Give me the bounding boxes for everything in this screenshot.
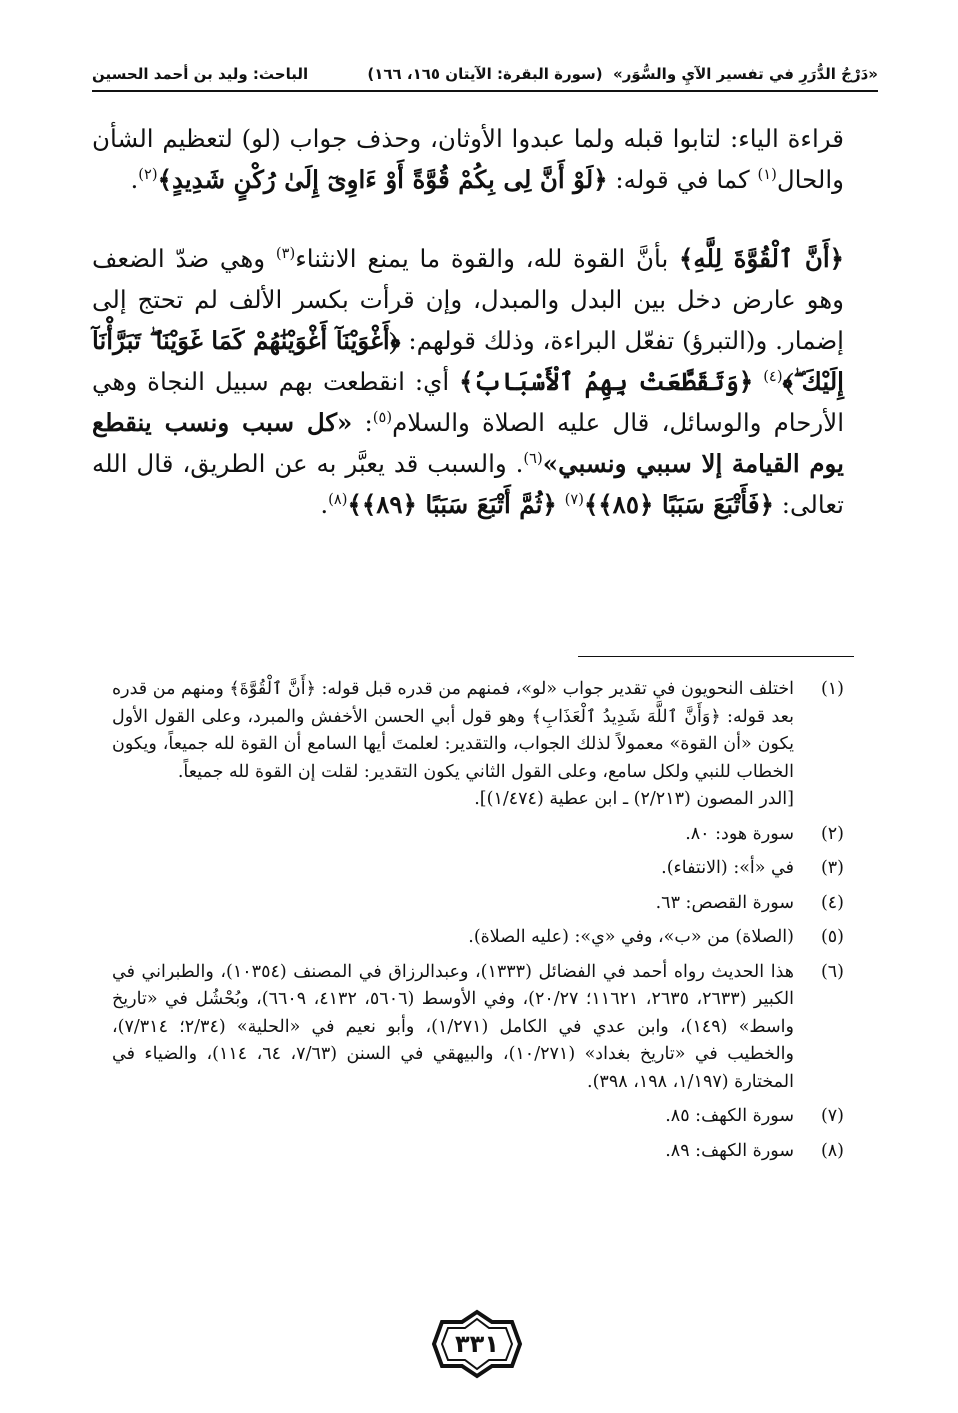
footnotes bbox=[112, 676, 844, 1172]
footnote-ref[interactable]: (٢) bbox=[138, 165, 158, 183]
footnote-5 bbox=[112, 924, 844, 952]
footnote-line: سورة الكهف: ٨٥. bbox=[665, 1106, 794, 1126]
footnote-8 bbox=[112, 1138, 844, 1166]
footnote-line: سورة القصص: ٦٣. bbox=[655, 892, 794, 913]
footnote-number: (٦) bbox=[820, 961, 844, 982]
footnote-number: (٥) bbox=[820, 927, 844, 947]
page-number-ornament bbox=[430, 1308, 524, 1380]
footnote-line: هذا الحديث رواه أحمد في الفضائل (١٣٣٣)، وعبدالرزاق في المصنف (١٠٣٥٤)، والطبراني في الكبير (٢٦٣٣، ٢٦٣٥، ١١٦٢١؛ ٢٠/٢٧)، وفي الأوسط (٥٦٠٦، ٤١٣٢، ٦٦٠٩)، وبُحْشُل في «تاريخ واسط» (١٤٩)، وابن عدي في الكامل (١/٢٧١)، وأبو نعيم في «الحلية» (٢/٣٤؛ ٧/٣١٤)، والخطيب في «تاريخ بغداد» (١٠/٢٧١)، والبيهقي في السنن (٧/٦٣، ٦٤، ١١٤)، والضياء في المختارة (١/١٩٧، ١٩٨، ٣٩٨). bbox=[112, 961, 795, 1092]
footnote-line: في «أ»: (الانتفاء). bbox=[661, 858, 794, 878]
text-run: وهي ضدّ الضعف وهو عارض دخل بين البدل والمبدل، وإن قرأت بكسر الألف لم تحتج إلى إضمار. و(التبرؤ) تفعّل البراءة، وذلك قولهم: bbox=[92, 244, 844, 355]
footnote-number: (٧) bbox=[820, 1106, 844, 1126]
footnote-ref[interactable]: (٣) bbox=[275, 244, 296, 262]
footnote-text bbox=[112, 676, 794, 814]
footnote-line: (الصلاة) من «ب»، وفي «ي»: (عليه الصلاة). bbox=[468, 927, 794, 947]
text-run: قراءة الياء: لتابوا قبله ولما عبدوا الأوثان، وحذف جواب (لو) لتعظيم الشأن والحال bbox=[92, 124, 844, 194]
footnote-line: [الدر المصون (٢/٢١٣) ـ ابن عطية (١/٤٧٤)]. bbox=[474, 789, 794, 809]
text-run: . bbox=[320, 490, 329, 519]
footnote-1 bbox=[112, 676, 844, 814]
footnote-text bbox=[112, 890, 794, 918]
page-number: ٣٣١ bbox=[455, 1330, 499, 1358]
footnote-text bbox=[112, 959, 794, 1097]
footnote-number: (٤) bbox=[820, 892, 844, 913]
footnote-line: سورة الكهف: ٨٩. bbox=[665, 1140, 794, 1161]
surah-reference: (سورة البقرة: الآيتان ١٦٥، ١٦٦) bbox=[367, 65, 603, 83]
paragraph-1 bbox=[92, 118, 844, 200]
footnote-number: (١) bbox=[820, 679, 844, 699]
footnote-2 bbox=[112, 821, 844, 849]
footnote-text bbox=[112, 1103, 794, 1131]
quran-verse: ﴿لَوْ أَنَّ لِى بِكُمْ قُوَّةً أَوْ ءَاوِىٓ إِلَىٰ رُكْنٍ شَدِيدٍ﴾ bbox=[157, 165, 608, 194]
footnote-3 bbox=[112, 855, 844, 883]
footnote-ref[interactable]: (٧) bbox=[564, 490, 584, 508]
text-run bbox=[557, 490, 565, 519]
quran-verse: ﴿أَنَّ ٱلْقُوَّةَ لِلَّهِ﴾ bbox=[679, 244, 844, 273]
page-header bbox=[92, 55, 878, 95]
footnote-number: (٨) bbox=[820, 1140, 844, 1161]
quran-verse: ﴿فَأَتْبَعَ سَبَبًا ﴿٨٥﴾﴾ bbox=[583, 490, 774, 519]
quran-verse: ﴿وَتَقَطَّعَتْ بِهِمُ ٱلْأَسْبَابُ﴾ bbox=[459, 367, 754, 396]
text-run: كما في قوله: bbox=[607, 165, 758, 194]
footnote-divider bbox=[578, 656, 854, 657]
researcher-name: الباحث: وليد بن أحمد الحسين bbox=[92, 65, 309, 83]
book-title: «دَرْجُ الدُّرَرِ في تفسير الآيِ والسُّوَر» bbox=[613, 65, 878, 83]
footnote-number: (٢) bbox=[820, 823, 844, 844]
footnote-line: اختلف النحويون في تقدير جواب «لو»، فمنهم من قدره قبل قوله: ﴿أَنَّ ٱلْقُوَّةَ﴾ ومنهم من قدره بعد قوله: ﴿وَأَنَّ ٱللَّهَ شَدِيدُ ٱلْعَذَابِ﴾ وهو قول أبي الحسن الأخفش والمبرد، وعلى القول الأول يكون «أن القوة» معمولاً لذلك الجواب، والتقدير: لعلمتَ أيها السامع أن القوة لله جميعاً، ويكون الخطاب للنبي ولكل سامع، وعلى القول الثاني يكون التقدير: لقلت إن القوة لله جميعاً. bbox=[112, 679, 794, 782]
footnote-line: سورة هود: ٨٠. bbox=[685, 823, 794, 844]
footnote-text bbox=[112, 924, 794, 952]
footnote-ref[interactable]: (١) bbox=[757, 165, 777, 183]
footnote-ref[interactable]: (٨) bbox=[328, 490, 348, 508]
footnote-4 bbox=[112, 890, 844, 918]
footnote-7 bbox=[112, 1103, 844, 1131]
footnote-6 bbox=[112, 959, 844, 1097]
paragraph-2 bbox=[92, 238, 844, 525]
main-text bbox=[92, 118, 844, 525]
text-run: : bbox=[352, 408, 373, 437]
text-run: أي: انقطعت بهم سبيل النجاة وهي الأرحام والوسائل، قال عليه الصلاة والسلام bbox=[92, 367, 844, 437]
text-run: بأنَّ القوة لله، والقوة ما يمنع الانثناء bbox=[295, 244, 680, 273]
footnote-text bbox=[112, 821, 794, 849]
quran-verse: ﴿أَغْوَيْنَآ أَغْوَيْنَٰهُمْ كَمَا غَوَيْنَا ۖ تَبَرَّأْنَآ إِلَيْكَ ۖ﴾ bbox=[92, 326, 844, 396]
footnote-number: (٣) bbox=[820, 858, 844, 878]
quran-verse: ﴿ثُمَّ أَتْبَعَ سَبَبًا ﴿٨٩﴾﴾ bbox=[347, 490, 557, 519]
footnote-ref[interactable]: (٤) bbox=[763, 367, 783, 385]
footnote-text bbox=[112, 1138, 794, 1166]
footnote-ref[interactable]: (٥) bbox=[372, 408, 393, 426]
footnote-ref[interactable]: (٦) bbox=[523, 449, 543, 467]
header-divider bbox=[92, 90, 878, 92]
footnote-text bbox=[112, 855, 794, 883]
text-run: . bbox=[130, 165, 139, 194]
text-run: . والسبب قد يعبَّر به عن الطريق، قال الله تعالى: bbox=[92, 449, 844, 519]
hadith-quote: «كل سبب ونسب ينقطع يوم القيامة إلا سببي ونسبي» bbox=[92, 408, 844, 478]
text-run bbox=[753, 367, 763, 396]
